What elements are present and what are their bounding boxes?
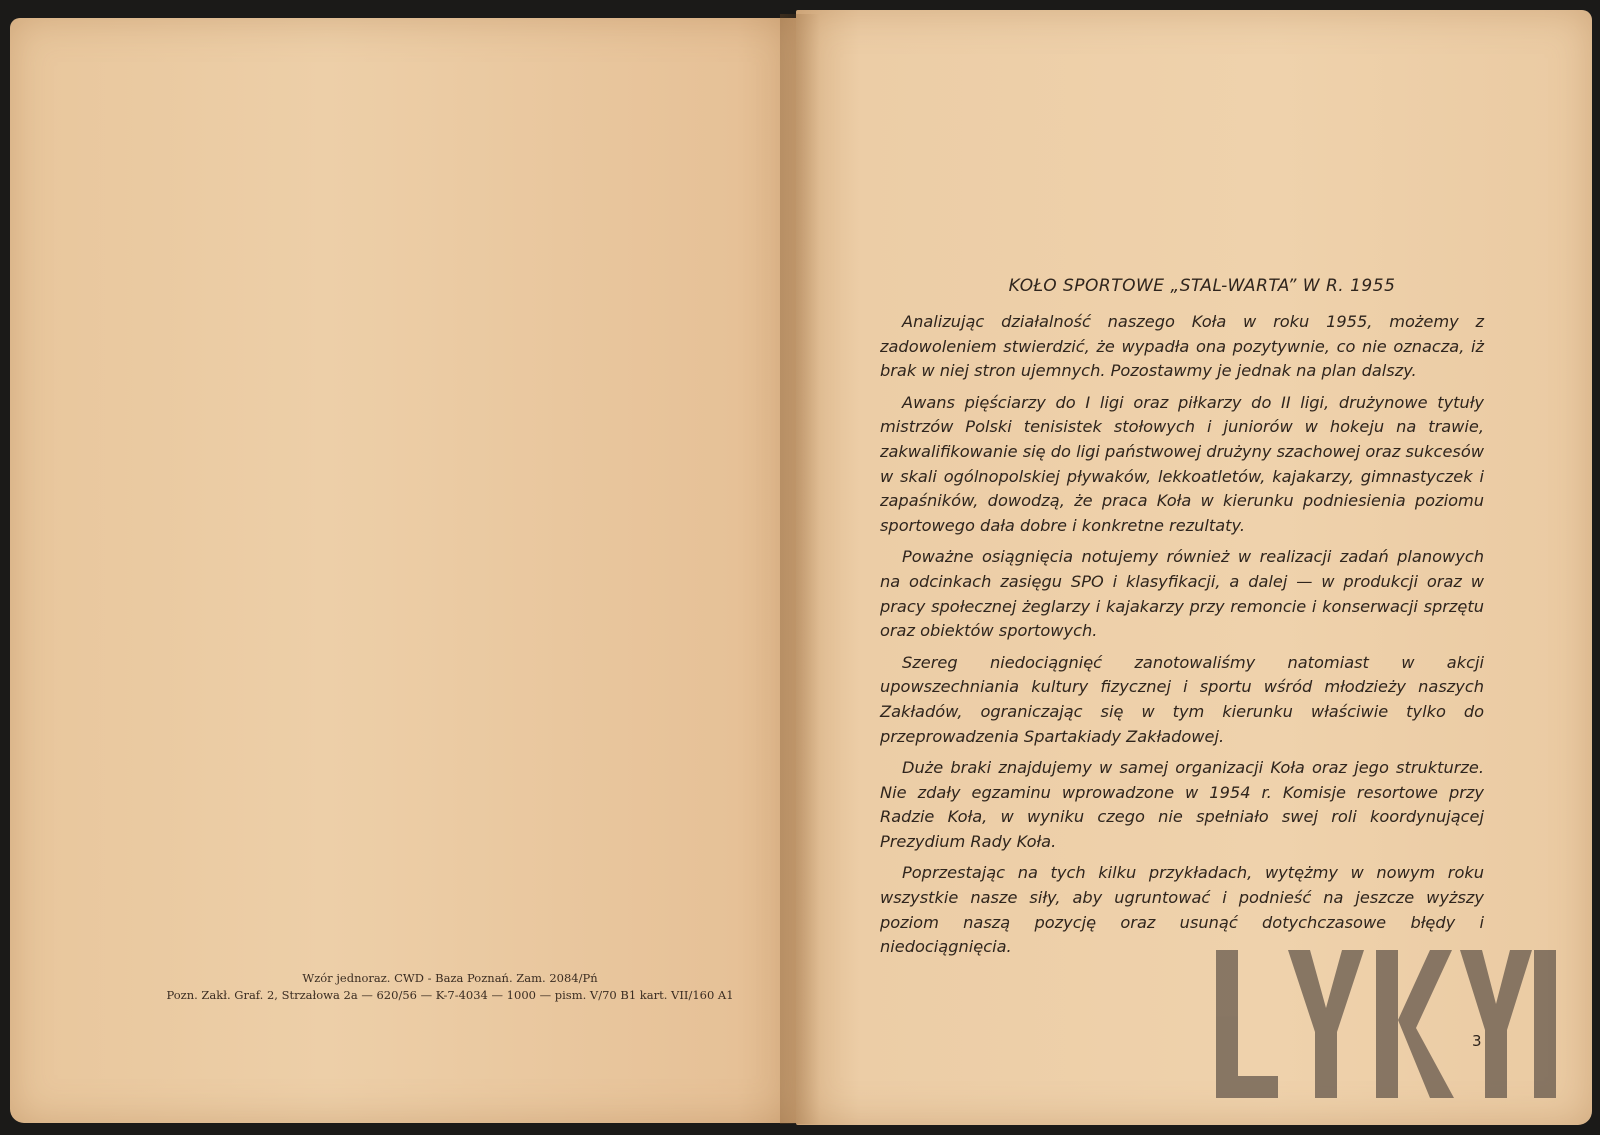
left-page bbox=[10, 18, 800, 1123]
paragraph: Szereg niedociągnięć zanotowaliśmy natomiast w akcji upowszechniania kultury fizycznej i sportu wśród młodzieży naszych Zakładów, ograniczając się w tym kierunku właściwie tylko do przeprowadzenia Spartakiady Zakładowej. bbox=[880, 652, 1484, 746]
printer-imprint bbox=[150, 970, 750, 1004]
imprint-line: Wzór jednoraz. CWD - Baza Poznań. Zam. 2084/Pń bbox=[302, 971, 598, 985]
article-heading: KOŁO SPORTOWE „STAL-WARTA” W R. 1955 bbox=[1008, 276, 1396, 296]
paragraph: Analizując działalność naszego Koła w roku 1955, możemy z zadowoleniem stwierdzić, że wypadła ona pozytywnie, co nie oznacza, iż brak w niej stron ujemnych. Pozostawmy je jednak na plan dalszy. bbox=[880, 312, 1484, 381]
paragraph: Duże braki znajdujemy w samej organizacji Koła oraz jego strukturze. Nie zdały egzaminu wprowadzone w 1954 r. Komisje resortowe przy Radzie Koła, w wyniku czego nie spełniało swej roli koordynującej Prezydium Rady Koła. bbox=[880, 758, 1484, 851]
paragraph: Poprzestając na tych kilku przykładach, wytężmy w nowym roku wszystkie nasze siły, aby ugruntować i podnieść na jeszcze wyższy poziom naszą pozycję oraz usunąć dotychczasowe błędy i niedociągnięcia. bbox=[880, 863, 1484, 957]
book-gutter bbox=[780, 14, 820, 1124]
paragraph: Awans pięściarzy do I ligi oraz piłkarzy do II ligi, drużynowe tytuły mistrzów Polski tenisistek stołowych i juniorów w hokeju na trawie, zakwalifikowanie się do ligi państwowej drużyny szachowej oraz sukcesów w skali ogólnopolskiej pływaków, lekkoatletów, kajakarzy, gimnastyczek i zapaśników, dowodzą, że praca Koła w kierunku podniesienia poziomu sportowego dała dobre i konkretne rezultaty. bbox=[880, 392, 1484, 535]
article-body bbox=[880, 310, 1484, 967]
paragraph: Poważne osiągnięcia notujemy również w realizacji zadań planowych na odcinkach zasięgu SPO i klasyfikacji, a dalej — w produkcji oraz w pracy społecznej żeglarzy i kajakarzy przy remoncie i konserwacji sprzętu oraz obiektów sportowych. bbox=[880, 547, 1484, 641]
page-number: 3 bbox=[1472, 1032, 1482, 1050]
imprint-line: Pozn. Zakł. Graf. 2, Strzałowa 2a — 620/56 — K-7-4034 — 1000 — pism. V/70 B1 kart. VII/160 A1 bbox=[166, 988, 734, 1002]
right-page bbox=[796, 10, 1592, 1125]
lykyl-watermark-logo bbox=[1216, 950, 1556, 1098]
